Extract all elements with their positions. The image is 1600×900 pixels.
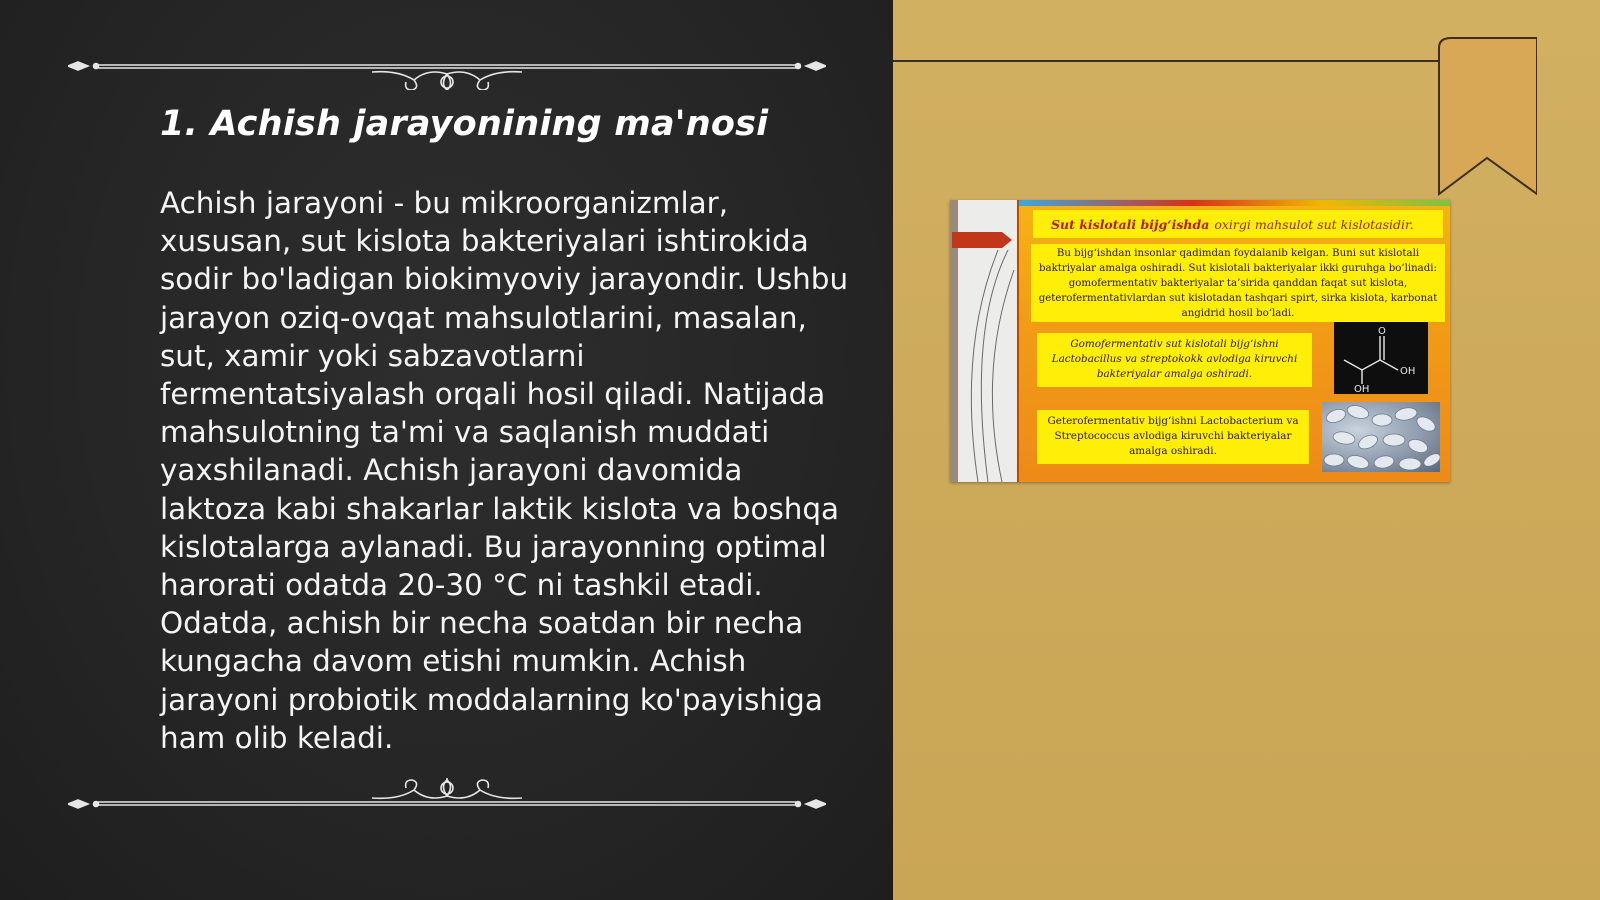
- top-rule: [893, 60, 1441, 62]
- molecule-o-label: O: [1378, 326, 1386, 337]
- molecule-oh-label-2: OH: [1354, 384, 1370, 394]
- molecule-oh-label-1: OH: [1400, 366, 1416, 377]
- thumb-color-bar: [1019, 200, 1450, 206]
- ornament-divider-bottom: [68, 778, 826, 824]
- slide-title: 1. Achish jarayonining ma'nosi: [160, 104, 769, 144]
- slide-body-text: Achish jarayoni - bu mikroorganizmlar, xususan, sut kislota bakteriyalari ishtirokida sodir bo'ladigan biokimyoviy jarayondir. Ushbu jarayon oziq-ovqat mahsulotlarini, masalan, sut, xamir yoki sabzavotlarni fermentatsiyalash orqali hosil qiladi. Natijada mahsulotning ta'mi va saqlanish muddati yaxshilanadi. Achish jarayoni davomida laktoza kabi shakarlar laktik kislota va boshqa kislotalarga aylanadi. Bu jarayonning optimal harorati odatda 20-30 °C ni tashkil etadi. Odatda, achish bir necha soatdan bir necha kungacha davom etishi mumkin. Achish jarayoni probiotik moddalarning ko'payishiga ham olib keladi.: [160, 186, 849, 755]
- thumb-header-rest: oxirgi mahsulot sut kislotasidir.: [1214, 216, 1414, 232]
- ornament-divider-top: [68, 44, 826, 90]
- bacteria-shapes: [1322, 402, 1440, 472]
- thumb-paragraph: Bu bijg‘ishdan insonlar qadimdan foydalanib kelgan. Buni sut kislotali baktriyalar amalga oshiradi. Sut kislotali bakteriyalar ikki guruhga bo‘linadi: gomofermentativ bakteriyalar ta’sirida qanddan faqat sut kislota, geterofermentativlardan sut kislotadan tashqari spirt, sirka kislota, karbonat angidrid hosil bo‘ladi.: [1031, 244, 1445, 322]
- decorative-curves: [958, 250, 1018, 482]
- thumb-content: [1017, 200, 1450, 482]
- bacteria-micrograph-image: [1322, 402, 1440, 472]
- lactic-acid-molecule-image: [1334, 322, 1428, 394]
- bookmark-ribbon-icon: [1437, 36, 1537, 196]
- thumb-header-bold: Sut kislotali bijg‘ishda: [1051, 216, 1210, 232]
- thumb-box-heterofermentative: Geterofermentativ bijg‘ishni Lactobacterium va Streptococcus avlodiga kiruvchi bakteriyalar amalga oshiradi.: [1037, 410, 1309, 464]
- thumb-header: [1033, 210, 1443, 238]
- red-arrow-icon: [952, 230, 1012, 250]
- thumb-box-homofermentative: Gomofermentativ sut kislotali bijg‘ishni Lactobacillus va streptokokk avlodiga kiruvchi bakteriyalar amalga oshiradi.: [1037, 333, 1312, 387]
- embedded-slide-image: [950, 200, 1450, 482]
